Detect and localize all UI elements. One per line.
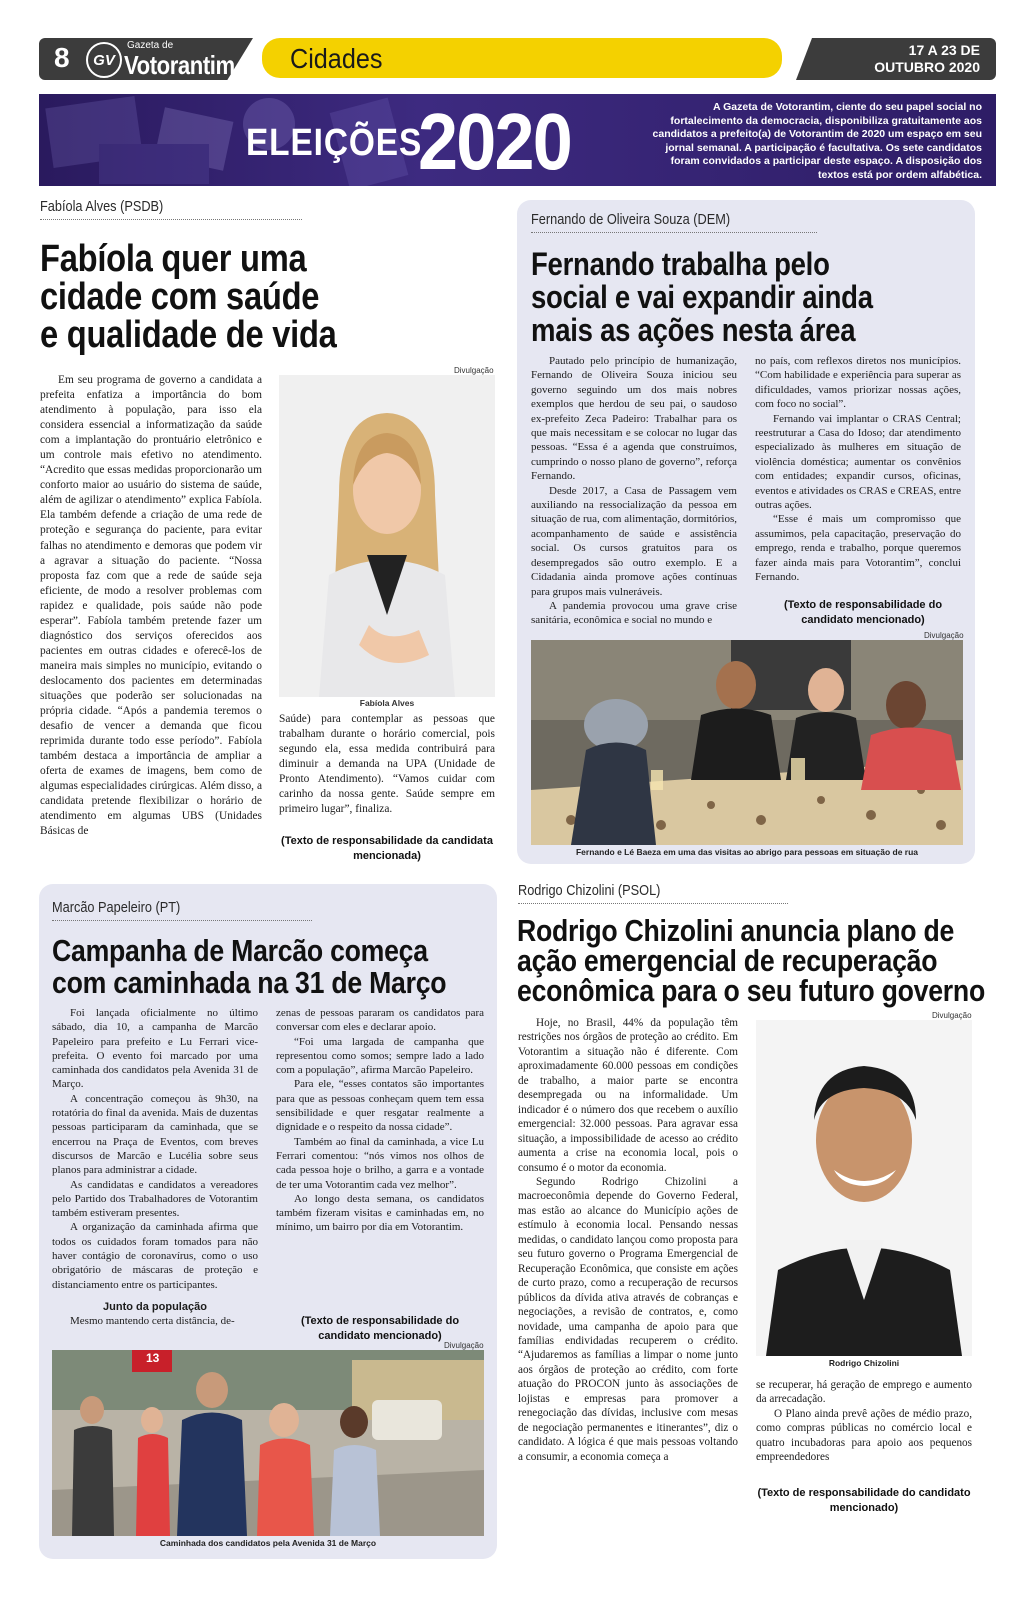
photo-credit: Divulgação (454, 366, 494, 375)
paragraph: Hoje, no Brasil, 44% da população têm restrições nos órgãos de proteção ao crédito. Em Votorantim a situação não é diferente. Com aproximadamente 60.000 pessoas em condições de trabalho, a maior parte se encontra desempregada ou na informalidade. Um indicador é o número dos que recebem o auxílio emergencial: 32.000 pessoas. Para agravar essa situação, a impossibilidade de acesso ao crédito aumenta a crise na economia local, pois o consumo é o motor da economia. (518, 1017, 738, 1174)
group-meeting-icon (531, 640, 963, 845)
banner-label: ELEIÇÕES (246, 122, 423, 164)
photo-caption-fernando: Fernando e Lé Baeza em uma das visitas ao abrigo para pessoas em situação de rua (575, 847, 919, 857)
paragraph: Ao longo desta semana, os candidatos também fizeram visitas e caminhadas em, no mínimo, um bairro por dia em Votorantim. (276, 1192, 484, 1234)
divider (531, 232, 817, 233)
banner-year: 2020 (418, 97, 571, 186)
issue-date (850, 42, 980, 76)
article-column (755, 354, 961, 585)
headline-rodrigo (517, 913, 985, 1008)
fernando-photo (531, 640, 963, 845)
photo-caption-fabiola: Fabíola Alves (359, 698, 415, 708)
headline-line: Campanha de Marcão começa (52, 933, 428, 968)
photo-caption-rodrigo: Rodrigo Chizolini (828, 1358, 900, 1368)
headline-line: Fernando trabalha pelo (531, 246, 830, 282)
candidate-label-fabiola: Fabíola Alves (PSDB) (40, 198, 164, 215)
article-column (756, 1378, 972, 1465)
headline-line: econômica para o seu futuro governo (517, 973, 985, 1008)
article-column (40, 373, 262, 839)
headline-line: mais as ações nesta área (531, 312, 856, 348)
paragraph: se recuperar, há geração de emprego e aumento da arrecadação. (756, 1379, 972, 1406)
issue-date-line1: 17 A 23 DE (908, 42, 980, 58)
paragraph: Também ao final da caminhada, a vice Lu Ferrari comentou: “nós vimos nos olhos de cada pessoa hoje o brilho, a garra e a vontade de ter uma Votorantim cada vez melhor”. (276, 1135, 484, 1191)
headline-line: ação emergencial de recuperação (517, 943, 938, 978)
responsibility-note: (Texto de responsabilidade do candidato mencionado) (300, 1315, 460, 1342)
paragraph: Mesmo mantendo certa distância, de- (70, 1315, 235, 1328)
paragraph: Em seu programa de governo a candidata a prefeita enfatiza a importância do bom atendimento à população, para isso ela considera essencial a informatização da saúde com a implantação do prontuário eletrônico e um controle mais efetivo no atendimento. “Acredito que essas medidas proporcionarão um conforto maior ao usuário do sistema de saúde, além de agilizar o atendimento” explica Fabíola. Ela também defende a criação de uma rede de proteção e segurança do paciente, para evitar falhas no atendimento e demoras que podem vir a agravar a situação do paciente. “Nossa proposta faz com que a rede de saúde seja eficiente, de modo a resolver problemas com rapidez e qualidade, pois saúde não pode esperar”. Fabíola também pretende fazer um diagnóstico dos serviços oferecidos aos pacientes em outras cidades e oferecê-los de maneira mais simples no município, evitando o deslocamento dos pacientes em determinadas situações que poderão ser solucionadas na própria cidade. “Após a pandemia teremos o desafio de vencer a demanda que ficou reprimida durante todo esse período”. Fabíola também destaca a importância de ampliar a oferta de exames de imagens, bem como de algumas especialidades cirúrgicas. Além disso, a candidata pretende flexibilizar o horário de atendimento em algumas UBS (Unidades Básicas de (40, 374, 262, 838)
marcao-photo (52, 1350, 484, 1536)
paragraph: “Foi uma largada de campanha que representou como somos; sempre lado a lado com a população”, afirma Marcão Papeleiro. (276, 1035, 484, 1077)
banner-number-sign: 13 (146, 1351, 160, 1365)
paragraph: Para ele, “esses contatos são importantes para que as pessoas conheçam quem tem essa sensibilidade e quer resgatar realmente a dignidade e o respeito da nossa cidade”. (276, 1078, 484, 1134)
photo-credit: Divulgação (932, 1011, 972, 1020)
article-column (279, 712, 495, 817)
fabiola-photo (279, 375, 495, 697)
portrait-woman-icon (279, 375, 495, 697)
paragraph: A concentração começou às 9h30, na rotatória do final da avenida. Mais de duzentas pessoas participaram da caminhada, que se encerrou na Praça de Eventos, com breves discursos de Marcão e Lucélia sobre seus planos para administrar a cidade. (52, 1092, 258, 1177)
divider (40, 219, 302, 220)
paragraph: no país, com reflexos diretos nos municípios. “Com habilidade e experiência para superar as dificuldades, vamos priorizar nossas ações, com foco no social”. (755, 355, 961, 411)
subheading: Junto da população (103, 1300, 207, 1313)
paragraph: Saúde) para contemplar as pessoas que trabalham durante o horário comercial, pois segundo ela, essa medida contribuirá para diminuir a demanda na UPA (Unidade de Pronto Atendimento). “Vamos cuidar com carinho da nossa gente. Saúde sempre em primeiro lugar”, finaliza. (279, 713, 495, 816)
paragraph: zenas de pessoas pararam os candidatos para conversar com eles e declarar apoio. (276, 1007, 484, 1034)
article-column (518, 1016, 738, 1464)
paragraph: Foi lançada oficialmente no último sábado, dia 10, a campanha de Marcão Papeleiro para prefeito e Lu Ferrari vice-prefeita. O evento foi marcado por uma caminhada dos candidatos pela Avenida 31 de Março. (52, 1007, 258, 1091)
article-column (52, 1006, 258, 1329)
paragraph: Pautado pelo princípio de humanização, Fernando de Oliveira Souza iniciou seu governo seguindo um dos mais nobres exemplos que herdou de seu pai, o saudoso ex-prefeito Zeca Padeiro: Trabalhar para os que mais necessitam e se colocar no lugar das pessoas. “Essa é a agenda que construímos, cumprindo o nosso plano de governo”, reforça Fernando. (531, 355, 737, 483)
paragraph: Segundo Rodrigo Chizolini a macroeconômia depende do Governo Federal, mas estão ao alcance do Município ações de estímulo à economia local. Pensando nessas medidas, o candidato lançou como proposta para seu futuro governo o Programa Emergencial de Recuperação Econômica, que consiste em ações de curto prazo, como a recuperação de recursos públicos da dívida ativa através de cobranças e negociações, a revisão de contratos, e, como novidade, uma campanha de apoio para que famílias endividadas recuperem o crédito. “Ajudaremos as famílias a limpar o nome junto aos órgãos de proteção ao crédito, com forte atuação do PROCON junto às associações de lojistas e empresas para promover a renegociação das dívidas, inclusive com mesas de negociação permanentes e itinerantes”, diz o candidato. A lógica é que mais pessoas voltando a consumir, a economia começa a (518, 1175, 738, 1463)
headline-line: Fabíola quer uma (40, 238, 307, 280)
issue-date-line2: OUTUBRO 2020 (874, 59, 980, 75)
headline-fernando (531, 248, 873, 347)
article-column (531, 354, 737, 628)
paragraph: Desde 2017, a Casa de Passagem vem auxiliando na ressocialização da pessoa em situação de rua, com alimentação, dormitórios, acompanhamento de saúde e assistência social. Os cursos gratuitos para os desempregados são outro exemplo. E a Cidadania ainda promove ações contínuas para grupos mais vulneráveis. (531, 484, 737, 598)
photo-credit: Divulgação (924, 631, 964, 640)
responsibility-note: (Texto de responsabilidade do candidato mencionado) (757, 1487, 971, 1514)
logo-name: Votorantim (124, 50, 235, 80)
headline-line: social e vai expandir ainda (531, 279, 873, 315)
photo-credit: Divulgação (444, 1341, 484, 1350)
headline-line: e qualidade de vida (40, 314, 337, 356)
divider (52, 920, 312, 921)
portrait-man-icon (756, 1020, 972, 1356)
paragraph: A pandemia provocou uma grave crise sanitária, econômica e social no mundo e (531, 599, 737, 627)
rodrigo-photo (756, 1020, 972, 1356)
paragraph: As candidatas e candidatos a vereadores pelo Partido dos Trabalhadores de Votorantim também estiveram presentes. (52, 1178, 258, 1220)
headline-line: cidade com saúde (40, 276, 320, 318)
street-walk-icon (52, 1350, 484, 1536)
candidate-label-fernando: Fernando de Oliveira Souza (DEM) (531, 211, 731, 228)
article-column (276, 1006, 484, 1235)
logo-gazeta: Gazeta de (127, 40, 174, 51)
photo-caption-marcao: Caminhada dos candidatos pela Avenida 31 de Março (159, 1538, 377, 1548)
logo-icon: GV (86, 42, 122, 78)
candidate-label-rodrigo: Rodrigo Chizolini (PSOL) (518, 882, 661, 899)
responsibility-note: (Texto de responsabilidade da candidata mencionada) (281, 835, 493, 862)
headline-line: com caminhada na 31 de Março (52, 965, 447, 1000)
paragraph: Fernando vai implantar o CRAS Central; reestruturar a Casa do Idoso; dar atendimento especializado às mulheres em situação de violência doméstica; aumentar os convênios com entidades; expandir cursos, oficinas, eventos e atividades os CRAS e CREAS, entre outras ações. (755, 412, 961, 512)
headline-line: Rodrigo Chizolini anuncia plano de (517, 913, 955, 948)
paragraph: “Esse é mais um compromisso que assumimos, pela capacitação, preservação do emprego, renda e trabalho, porque queremos fazer ainda mais para Votorantim”, conclui Fernando. (755, 513, 961, 584)
section-title: Cidades (290, 43, 383, 74)
paragraph: O Plano ainda prevê ações de médio prazo, como compras públicas no comércio local e quatro incubadoras para apoio aos pequenos empreendedores (756, 1407, 972, 1464)
responsibility-note: (Texto de responsabilidade do candidato mencionado) (783, 599, 943, 626)
candidate-label-marcao: Marcão Papeleiro (PT) (52, 899, 181, 916)
headline-fabiola (40, 240, 337, 354)
divider (518, 903, 788, 904)
page-number: 8 (54, 42, 70, 73)
headline-marcao (52, 935, 446, 999)
banner-intro-text: A Gazeta de Votorantim, ciente do seu papel social no fortalecimento da democracia, disponibiliza gratuitamente aos candidatos a prefeito(a) de Votorantim de 2020 um espaço em seu jornal semanal. A participação é facultativa. Os sete candidatos foram convidados a participar deste espaço. A disposição dos textos está por ordem alfabética. (652, 101, 982, 181)
paragraph: A organização da caminhada afirma que todos os cuidados foram tomados para não haver contágio de coronavírus, como o uso obrigatório de máscaras de proteção e distanciamento entre os participantes. (52, 1221, 258, 1291)
